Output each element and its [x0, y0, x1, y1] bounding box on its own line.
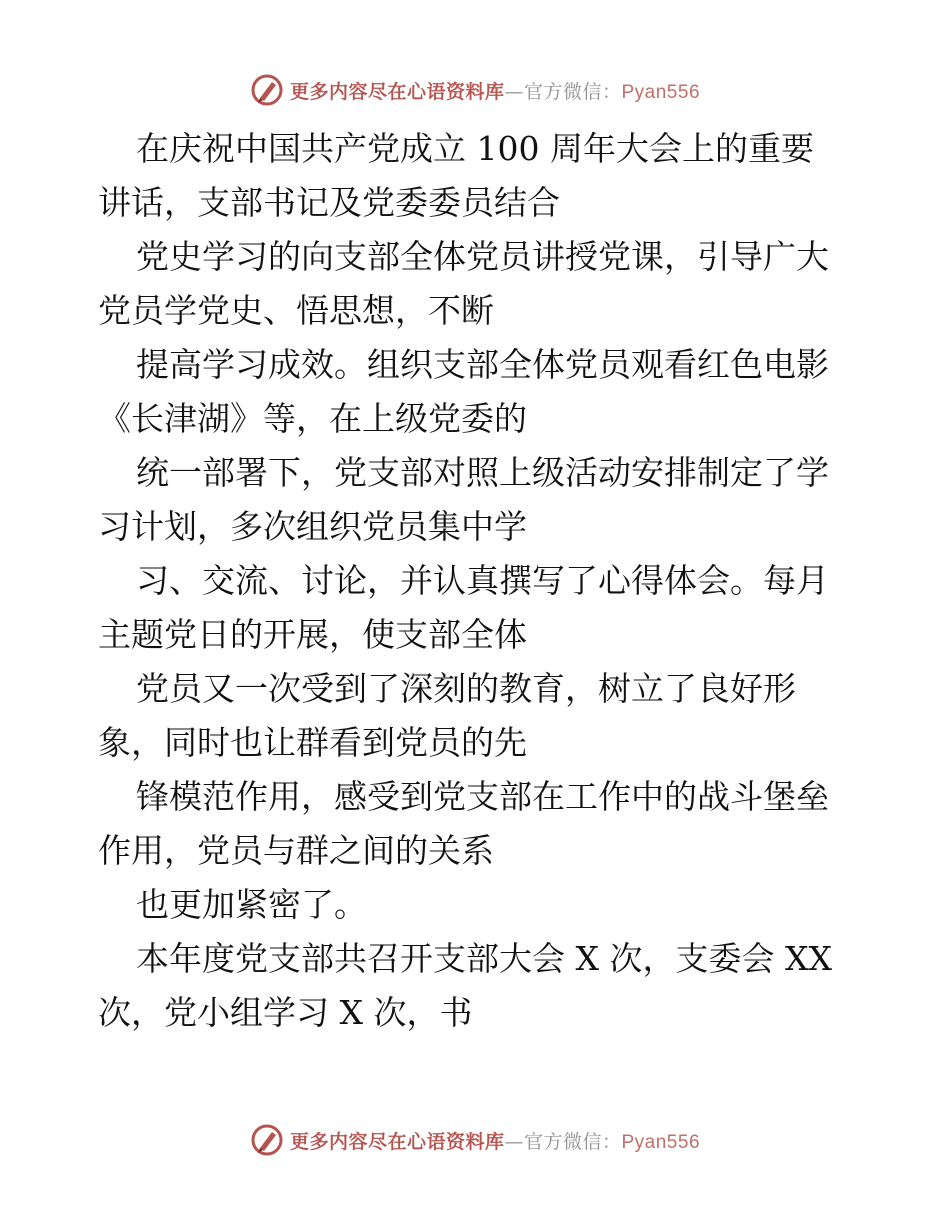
- header-watermark-banner: [0, 70, 950, 110]
- watermark-dash: —: [504, 80, 524, 103]
- watermark-text: [290, 1127, 700, 1154]
- pen-logo-icon: [250, 73, 284, 107]
- document-body: [98, 122, 858, 1040]
- text-line: 次，党小组学习 X 次，书: [98, 993, 473, 1032]
- text-line: 《长津湖》等，在上级党委的: [98, 399, 527, 438]
- watermark-prefix: 更多内容尽在心语资料库: [289, 80, 505, 103]
- text-line: 象，同时也让群看到党员的先: [98, 723, 527, 762]
- text-line: 也更加紧密了。: [136, 885, 367, 924]
- watermark-text: [290, 77, 700, 104]
- watermark-label: 官方微信：: [523, 80, 622, 103]
- text-line: 锋模范作用，感受到党支部在工作中的战斗堡垒: [136, 777, 829, 816]
- text-line: 本年度党支部共召开支部大会 X 次，支委会 XX: [136, 939, 832, 978]
- text-line: 习、交流、讨论，并认真撰写了心得体会。每月: [136, 561, 829, 600]
- watermark-id: Pyan556: [621, 81, 701, 103]
- text-line: 党员学党史、悟思想，不断: [98, 291, 494, 330]
- watermark-dash: —: [504, 1130, 524, 1153]
- text-line: 习计划，多次组织党员集中学: [98, 507, 527, 546]
- text-line: 党员又一次受到了深刻的教育，树立了良好形: [136, 669, 796, 708]
- pen-logo-icon: [250, 1123, 284, 1157]
- text-line: 统一部署下，党支部对照上级活动安排制定了学: [136, 453, 829, 492]
- footer-watermark-banner: [0, 1120, 950, 1160]
- text-line: 讲话，支部书记及党委委员结合: [98, 183, 560, 222]
- text-line: 党史学习的向支部全体党员讲授党课，引导广大: [136, 237, 829, 276]
- text-line: 提高学习成效。组织支部全体党员观看红色电影: [136, 345, 829, 384]
- text-line: 主题党日的开展，使支部全体: [98, 615, 527, 654]
- text-line: 在庆祝中国共产党成立 100 周年大会上的重要: [136, 129, 814, 168]
- watermark-label: 官方微信：: [523, 1130, 622, 1153]
- watermark-id: Pyan556: [621, 1131, 701, 1153]
- watermark-prefix: 更多内容尽在心语资料库: [289, 1130, 505, 1153]
- text-line: 作用，党员与群之间的关系: [98, 831, 494, 870]
